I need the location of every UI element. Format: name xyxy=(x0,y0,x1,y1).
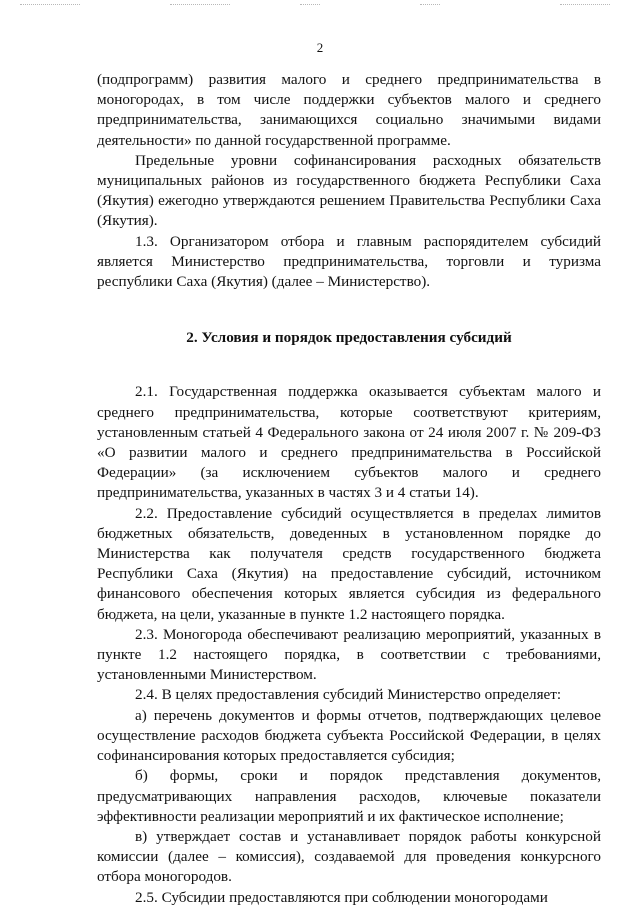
scan-artifact xyxy=(20,4,80,6)
paragraph-2-1: 2.1. Государственная поддержка оказывается субъектам малого и среднего предпринимательства, которые соответствуют критериям, установленным статьей 4 Федерального закона от 24 июля 2007 г. № 209-ФЗ «О развитии малого и среднего предпринимательства в Российской Федерации» (за исключением субъектов малого и среднего предпринимательства, указанных в частях 3 и 4 статьи 14). xyxy=(97,383,601,502)
paragraph-1-3: 1.3. Организатором отбора и главным распорядителем субсидий является Министерство предпринимательства, торговли и туризма республики Саха (Якутия) (далее – Министерство). xyxy=(97,232,601,291)
paragraph-2-3: 2.3. Моногорода обеспечивают реализацию мероприятий, указанных в пункте 1.2 настоящего порядка, в соответствии с требованиями, установленными Министерством. xyxy=(97,625,601,684)
paragraph-2-5: 2.5. Субсидии предоставляются при соблюдении моногородами xyxy=(135,888,548,906)
paragraph-cofinancing-levels: Предельные уровни софинансирования расходных обязательств муниципальных районов из государственного бюджета Республики Саха (Якутия) ежегодно утверждаются решением Правительства Республики Саха (Якутия). xyxy=(97,151,601,230)
page-number: 2 xyxy=(316,40,324,55)
paragraph-continuation: (подпрограмм) развития малого и среднего предпринимательства в моногородах, в том числе поддержки субъектов малого и среднего предпринимательства, занимающихся социально значимыми видами деятельности» по данной государственной программе. xyxy=(97,71,601,149)
document-body xyxy=(97,70,601,908)
paragraph-2-4-a: а) перечень документов и формы отчетов, подтверждающих целевое осуществление расходов бюджета субъекта Российской Федерации, в целях софинансирования которых предоставляется субсидия; xyxy=(97,706,601,765)
paragraph-2-2: 2.2. Предоставление субсидий осуществляется в пределах лимитов бюджетных обязательств, доведенных в установленном порядке до Министерства как получателя средств государственного бюджета Республики Саха (Якутия) на предоставление субсидий, источником финансового обеспечения которых является субсидия из федерального бюджета, на цели, указанные в пункте 1.2 настоящего порядка. xyxy=(97,504,601,623)
section-heading: 2. Условия и порядок предоставления субсидий xyxy=(186,329,512,347)
scan-artifact xyxy=(420,4,440,6)
paragraph-2-4-v: в) утверждает состав и устанавливает порядок работы конкурсной комиссии (далее – комиссия), создаваемой для проведения конкурсного отбора моногородов. xyxy=(97,827,601,886)
scan-artifact xyxy=(560,4,610,6)
paragraph-2-4: 2.4. В целях предоставления субсидий Министерство определяет: xyxy=(135,686,562,704)
paragraph-2-4-b: б) формы, сроки и порядок представления документов, предусматривающих направления расходов, ключевые показатели эффективности реализации мероприятий и их фактическое исполнение; xyxy=(97,767,601,825)
scan-artifact xyxy=(300,4,320,6)
scan-artifact xyxy=(170,4,230,6)
